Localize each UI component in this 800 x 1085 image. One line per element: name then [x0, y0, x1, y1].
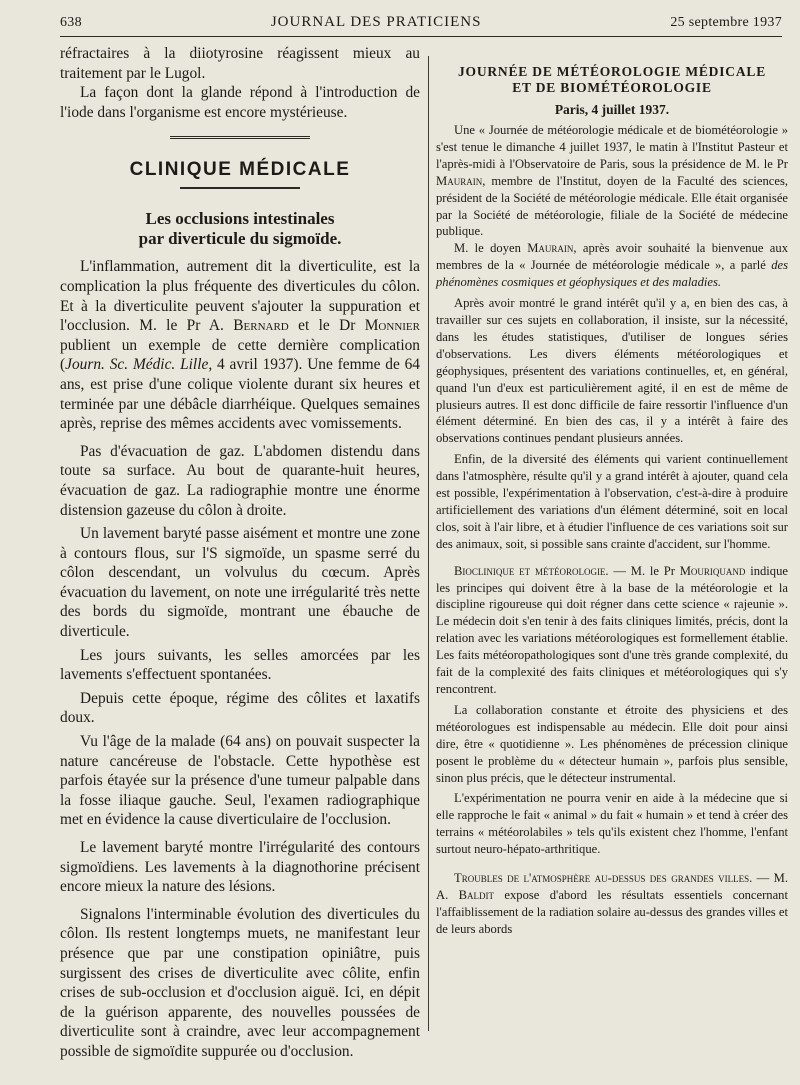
text-run: indique les principes qui doivent être à la base de la météorologie et la discipline rigoureuse qui doit régner dans cette science « rajeunie ». Le médecin doit s'en tenir à des faits cliniques limités, précis, dont la relation avec les variations météorologiques est formellement établie. Les faits météoropathologiques sont d'une très grande complexité, du fait de la complexité des faits cliniques et météorologiques qui s'y rencontrent. — [436, 563, 788, 696]
report-paragraph — [436, 870, 788, 938]
text-run: — M. le Pr — [608, 563, 680, 578]
journal-title: JOURNAL DES PRATICIENS — [270, 14, 482, 30]
article-paragraph: Les jours suivants, les selles amorcées par les lavements s'effectuent spontanées. — [60, 646, 420, 684]
article-paragraph — [60, 257, 420, 433]
intro-paragraph-2: La façon dont la glande répond à l'introduction de l'iode dans l'organisme est encore mystérieuse. — [60, 84, 420, 121]
report-paragraph: Enfin, de la diversité des éléments qui varient continuellement dans l'atmosphère, résulte qu'il y a grand intérêt à ajouter, quand cela est possible, l'expérimentation à l'observation, c'est-à-dire à produire artificiellement des variations d'un élément déterminé, soit en local clos, soit à l'air libre, et à étudier l'influence de ces variations soit sur des animaux, soit, si possible sans crainte d'accident, sur l'homme. — [436, 452, 788, 551]
report-title-line-1: JOURNÉE DE MÉTÉOROLOGIE MÉDICALE — [457, 64, 766, 79]
report-title — [436, 64, 788, 96]
report-paragraph: Après avoir montré le grand intérêt qu'il y a, en bien des cas, à travailler sur ces sujets en collaboration, il insiste, sur la nécessité, dans les études statistiques, d'utiliser de longues séries d'observations. Les divers éléments météorologiques et géophysiques, présentent des variations continuelles, et, en général, quand l'un d'eux est particulièrement agité, il en est de même de plusieurs autres. Il est donc difficile de faire ressortir l'influence d'un élément déterminé. En bien des cas, il y a intérêt à faire des observations continues pendant plusieurs années. — [436, 296, 788, 446]
text-run: 4 avril 1937). Une femme de 64 ans, est prise d'une colique violente durant six heures et terminée par une débâcle diarrhéique. Quelques semaines après, reprise des mêmes accidents avec vomissements. — [60, 356, 421, 433]
report-paragraph — [436, 563, 788, 698]
person-name: Mouriquand — [679, 563, 746, 578]
page-header — [60, 14, 782, 37]
report-paragraph: L'expérimentation ne pourra venir en aide à la médecine que si elle rapproche le fait « animal » du fait « humain » et tend à créer des terrains « météorolabiles » tels qu'ils existent chez l'homme, l'enfant surtout neuro-hépato-arthritique. — [436, 791, 788, 857]
text-run: — M. A. — [436, 871, 788, 902]
text-run: expose d'abord les résultats essentiels concernant l'affaiblissement de la radiation solaire au-dessus des grandes villes et de leurs abords — [436, 887, 788, 936]
text-run: publient un exemple de cette dernière complication ( — [60, 336, 420, 374]
section-title-underline — [180, 187, 300, 189]
article-paragraph: Un lavement baryté passe aisément et montre une zone à contours flous, sur l'S sigmoïde, un spasme serré du côlon descendant, un volvulus du cœcum. Après évacuation du lavement, on note une irrégularité très nette des bords du sigmoïde, montrant une ébauche de diverticule. — [60, 525, 420, 641]
right-column — [436, 44, 788, 938]
talk-heading: Troubles de l'atmosphère au-dessus des grandes villes. — [454, 871, 753, 886]
report-paragraph — [436, 240, 788, 291]
talk-title: des phénomènes cosmiques et géophysiques et des maladies. — [436, 258, 788, 290]
report-subtitle: Paris, 4 juillet 1937. — [554, 102, 670, 117]
article-paragraph: Depuis cette époque, régime des côlites et laxatifs doux. — [60, 689, 420, 727]
author-name: Bernard — [233, 317, 289, 335]
person-name: Maurain — [527, 241, 574, 256]
report-title-line-2: ET DE BIOMÉTÉOROLOGIE — [512, 80, 712, 95]
person-name: Baldit — [458, 887, 495, 902]
article-title — [60, 209, 420, 249]
article-title-line-1: Les occlusions intestinales — [145, 209, 335, 229]
issue-date: 25 septembre 1937 — [670, 15, 782, 30]
text-run: , après avoir souhaité la bienvenue aux membres de la « Journée de météorologie médicale », a parlé — [436, 241, 788, 273]
person-name: Maurain — [436, 173, 483, 188]
report-paragraph: La collaboration constante et étroite des physiciens et des météorologues est indispensable au médecin. Elle doit pour ainsi dire, être « quotidienne ». Les phénomènes de précession clinique posent le problème du « détecteur humain », parfois plus sensible, sinon plus précis, que le détecteur instrumental. — [436, 702, 788, 785]
article-paragraph: Pas d'évacuation de gaz. L'abdomen distendu dans toute sa surface. Au bout de quarante-huit heures, évacuation de gaz. La radiographie montre une énorme distension gazeuse du côlon à droite. — [60, 442, 420, 519]
page-number: 638 — [60, 15, 82, 30]
text-run: Une « Journée de météorologie médicale et de biométéorologie » s'est tenue le dimanche 4 juillet 1937, le matin à l'Institut Pasteur et l'après-midi à l'Observatoire de Paris, sous la présidence de M. le Pr — [436, 123, 788, 171]
text-run: M. le doyen — [454, 241, 528, 256]
article-paragraph: Signalons l'interminable évolution des diverticules du côlon. Ils restent longtemps muets, ne manifestant leur présence que par une constipation opiniâtre, puis surgissent des crises de diverticulite avec côlite, enfin crises de sub-occlusion et d'occlusion aiguë. Ici, en dépit de la guérison apparente, des nouvelles poussées de diverticulite sont à craindre, avec leur accompagnement possible de sigmoïdite suppurée ou d'occlusion. — [60, 905, 420, 1060]
column-divider — [428, 56, 429, 1031]
text-run: , membre de l'Institut, doyen de la Faculté des sciences, président de la Société de météorologie médicale. Elle était organisée par la Société de météorologie, filiale de la Société de médecine publique. — [436, 173, 788, 239]
article-paragraph: Vu l'âge de la malade (64 ans) on pouvait suspecter la nature cancéreuse de l'obstacle. Cette hypothèse est parfois étayée sur la présence d'une tumeur palpable dans la fosse iliaque gauche. Seul, l'examen radiographique met en évidence la cause diverticulaire de l'occlusion. — [60, 733, 420, 829]
intro-paragraph-1: réfractaires à la diiotyrosine réagissent mieux au traitement par le Lugol. — [60, 45, 420, 82]
report-paragraph — [436, 122, 788, 240]
article-paragraph: Le lavement baryté montre l'irrégularité des contours sigmoïdiens. Les lavements à la diagnothorine précisent encore mieux la nature des lésions. — [60, 839, 420, 896]
text-run: L'inflammation, autrement dit la diverticulite, est la complication la plus fréquente des diverticules du côlon. Et à la diverticulite peuvent s'ajouter la suppuration et l'occlusion. M. le Pr A. — [60, 258, 420, 335]
article-title-line-2: par diverticule du sigmoïde. — [138, 229, 342, 249]
author-name: Monnier — [364, 317, 420, 335]
section-title: CLINIQUE MÉDICALE — [129, 159, 351, 181]
text-run: et le Dr — [288, 317, 365, 335]
left-column — [60, 44, 420, 1062]
section-rule — [170, 136, 310, 139]
citation: Journ. Sc. Médic. Lille, — [65, 356, 213, 374]
talk-heading: Bioclinique et météorologie. — [454, 563, 609, 578]
